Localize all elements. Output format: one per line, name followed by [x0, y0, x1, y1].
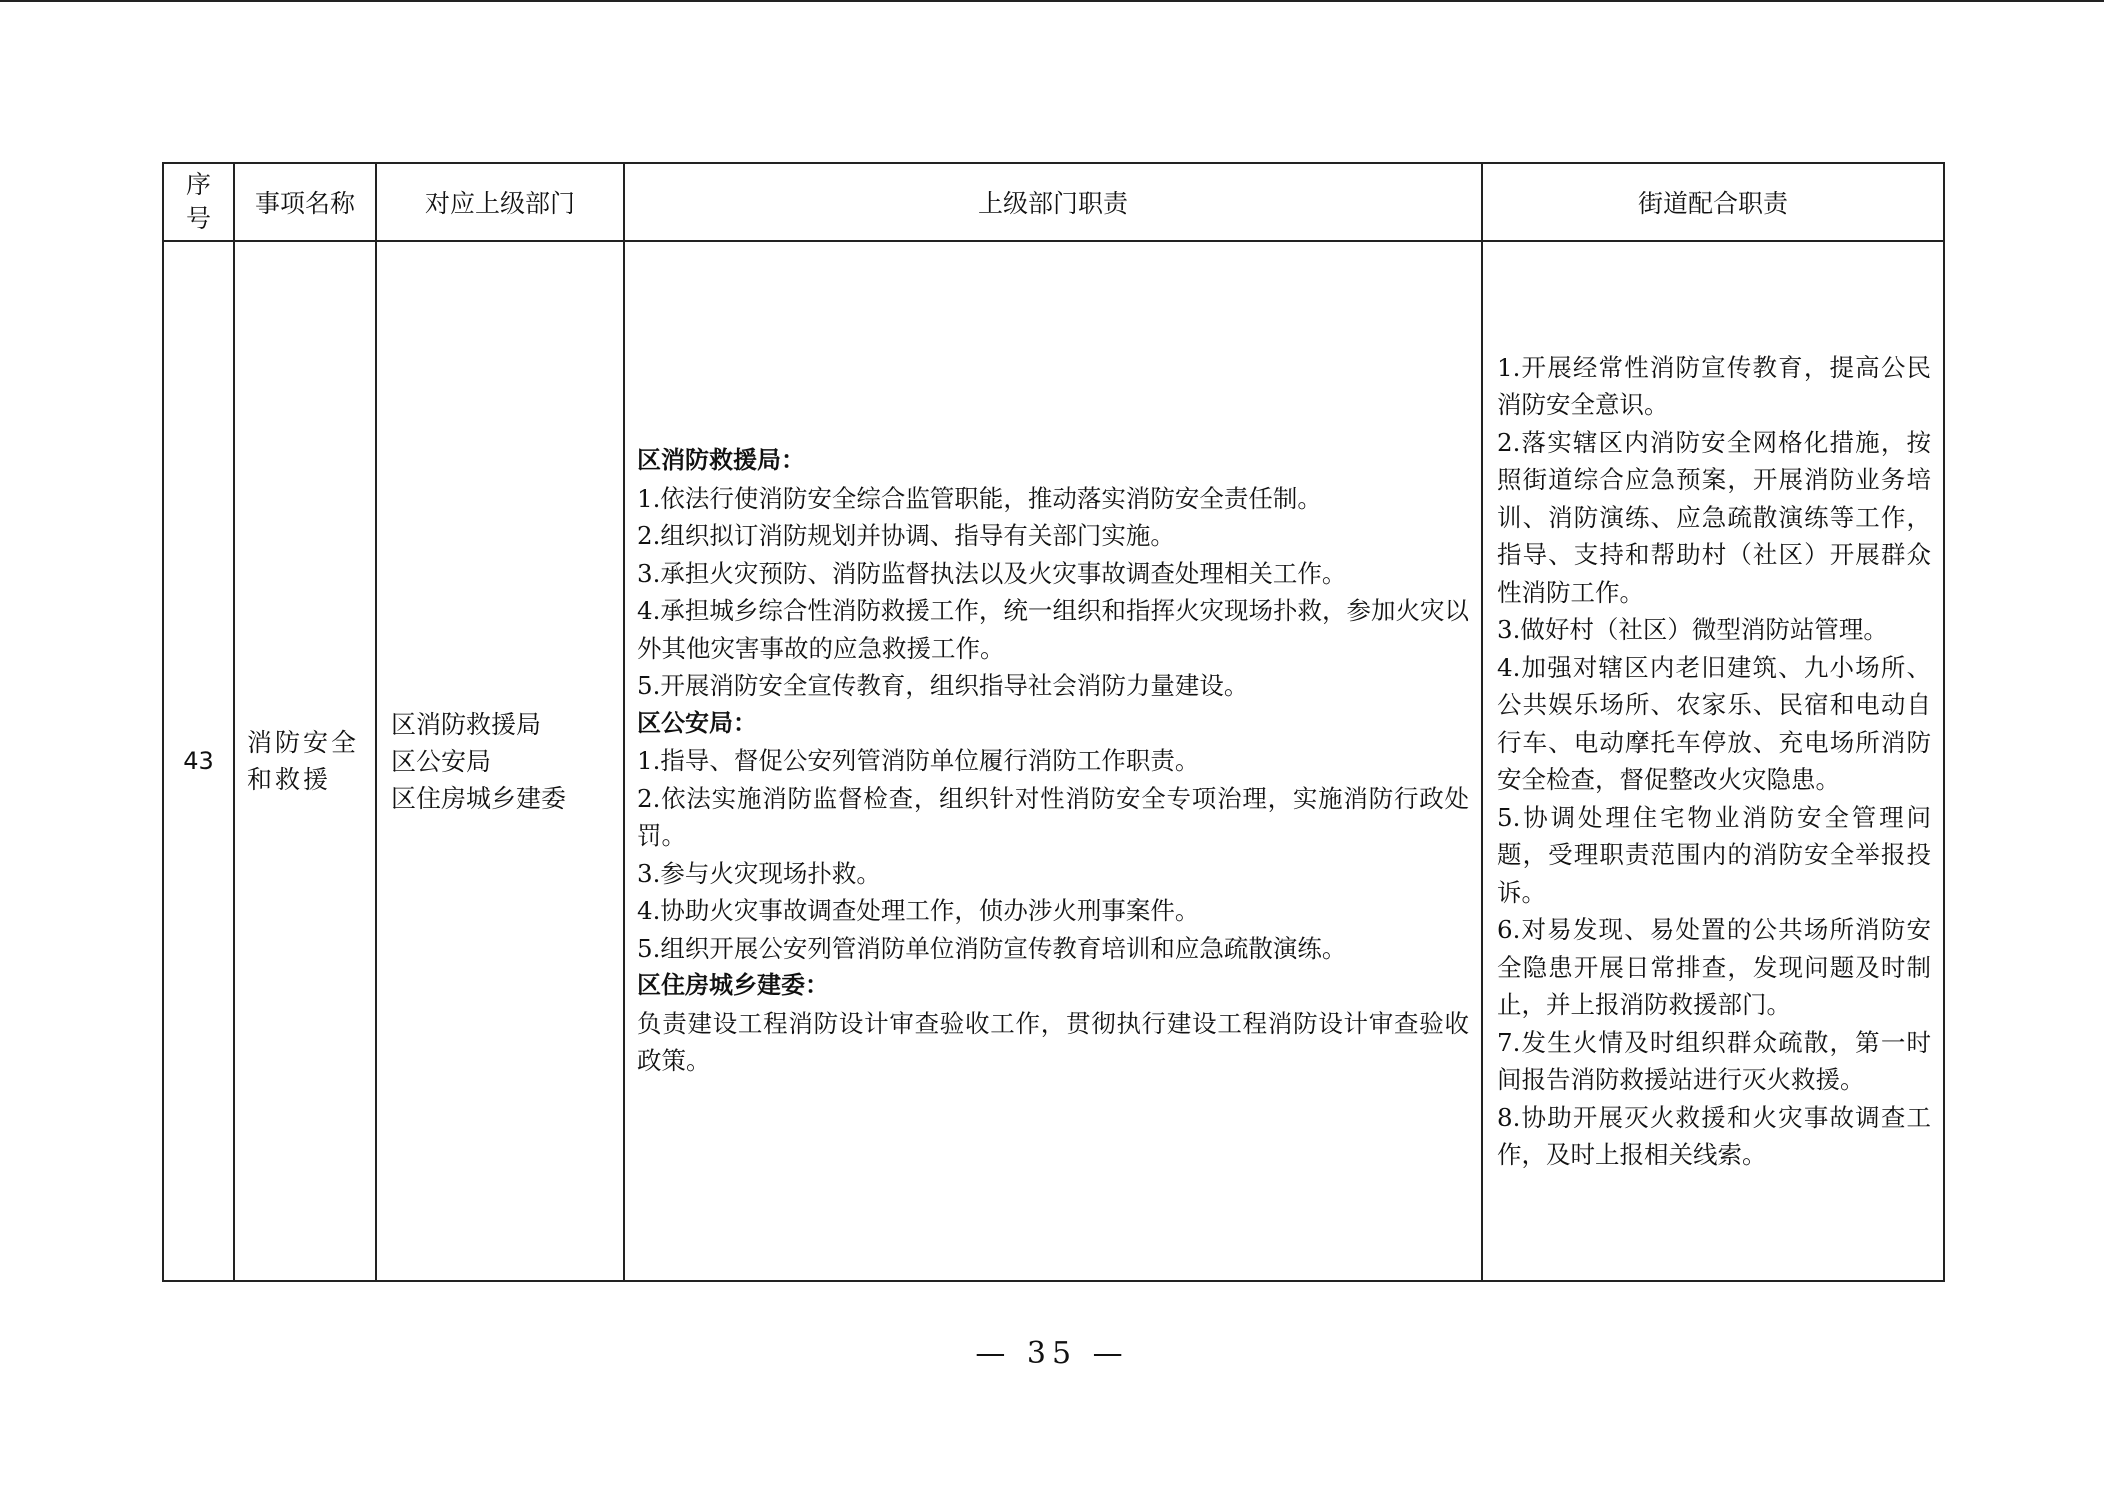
- street-duty-item: 7.发生火情及时组织群众疏散，第一时间报告消防救援站进行灭火救援。: [1497, 1027, 1931, 1094]
- header-no-line-1: 序: [185, 170, 211, 199]
- resp-item: 4.承担城乡综合性消防救援工作，统一组织和指挥火灾现场扑救，参加火灾以外其他灾害事故的应急救援工作。: [637, 596, 1469, 663]
- resp-block-housing-construction: [637, 967, 1469, 1080]
- street-duties: [1482, 241, 1944, 1281]
- resp-item: 1.指导、督促公安列管消防单位履行消防工作职责。: [637, 746, 1200, 776]
- street-duty-item: 2.落实辖区内消防安全网格化措施，按照街道综合应急预案，开展消防业务培训、消防演练、应急疏散演练等工作，指导、支持和帮助村（社区）开展群众性消防工作。: [1497, 427, 1931, 607]
- resp-item: 2.组织拟订消防规划并协调、指导有关部门实施。: [637, 521, 1175, 551]
- resp-item: 1.依法行使消防安全综合监管职能，推动落实消防安全责任制。: [637, 483, 1322, 513]
- resp-dept-heading: 区公安局：: [637, 708, 757, 737]
- table-header-row: [163, 163, 1944, 241]
- responsibility-table: [162, 162, 1945, 1282]
- department-3: 区住房城乡建委: [391, 783, 567, 813]
- street-duty-item: 1.开展经常性消防宣传教育，提高公民消防安全意识。: [1497, 352, 1931, 419]
- superior-departments: [376, 241, 624, 1281]
- header-street-duty: 街道配合职责: [1482, 163, 1944, 241]
- street-duty-item: 3.做好村（社区）微型消防站管理。: [1497, 615, 1888, 644]
- street-duty-item: 4.加强对辖区内老旧建筑、九小场所、公共娱乐场所、农家乐、民宿和电动自行车、电动摩托车停放、充电场所消防安全检查，督促整改火灾隐患。: [1497, 652, 1931, 794]
- resp-item: 5.开展消防安全宣传教育，组织指导社会消防力量建设。: [637, 671, 1249, 701]
- header-superior-responsibility: 上级部门职责: [624, 163, 1482, 241]
- street-duty-item: 5.协调处理住宅物业消防安全管理问题，受理职责范围内的消防安全举报投诉。: [1497, 802, 1931, 907]
- page-number: — 35 —: [975, 1336, 1129, 1371]
- page-top-border: [0, 0, 2104, 2]
- resp-item: 5.组织开展公安列管消防单位消防宣传教育培训和应急疏散演练。: [637, 933, 1347, 963]
- resp-item: 负责建设工程消防设计审查验收工作，贯彻执行建设工程消防设计审查验收政策。: [637, 1008, 1469, 1076]
- row-number: 43: [163, 241, 234, 1281]
- resp-dept-heading: 区消防救援局：: [637, 446, 805, 475]
- item-name: 消防安全和救援: [234, 241, 376, 1281]
- header-no-line-2: 号: [185, 204, 211, 233]
- resp-item: 4.协助火灾事故调查处理工作，侦办涉火刑事案件。: [637, 896, 1200, 926]
- street-duty-item: 8.协助开展灭火救援和火灾事故调查工作，及时上报相关线索。: [1497, 1102, 1931, 1169]
- superior-responsibilities: [624, 241, 1482, 1281]
- resp-dept-heading: 区住房城乡建委：: [637, 971, 829, 1000]
- table-row: [163, 241, 1944, 1281]
- header-superior-dept: 对应上级部门: [376, 163, 624, 241]
- department-2: 区公安局: [391, 746, 492, 776]
- resp-item: 3.承担火灾预防、消防监督执法以及火灾事故调查处理相关工作。: [637, 558, 1347, 588]
- department-1: 区消防救援局: [391, 709, 542, 739]
- resp-block-fire-rescue: [637, 442, 1469, 705]
- header-item-name: 事项名称: [234, 163, 376, 241]
- header-no: [163, 163, 234, 241]
- resp-item: 3.参与火灾现场扑救。: [637, 858, 881, 888]
- resp-item: 2.依法实施消防监督检查，组织针对性消防安全专项治理，实施消防行政处罚。: [637, 783, 1469, 851]
- resp-block-public-security: [637, 705, 1469, 968]
- street-duty-item: 6.对易发现、易处置的公共场所消防安全隐患开展日常排查，发现问题及时制止，并上报消防救援部门。: [1497, 915, 1931, 1019]
